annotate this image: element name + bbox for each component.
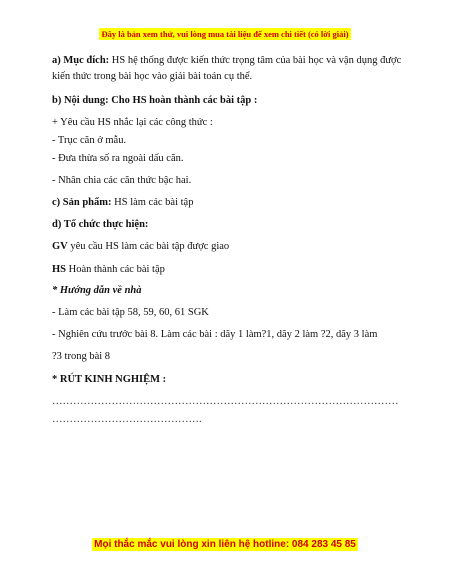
homework-item: - Làm các bài tập 58, 59, 60, 61 SGK <box>52 307 209 318</box>
content-item: - Đưa thừa số ra ngoài dấu căn. <box>52 153 184 164</box>
homework-item: - Nghiên cứu trước bài 8. Làm các bài : dãy 1 làm?1, dãy 2 làm ?2, dãy 3 làm <box>52 329 378 340</box>
purpose-line-1 <box>52 55 401 67</box>
content-item: - Nhân chia các căn thức bậc hai. <box>52 175 192 186</box>
dotted-line: ……………………………………. <box>52 414 202 425</box>
purpose-line-2: kiến thức trong bài học vào giải bài toán cụ thể. <box>52 71 253 82</box>
header-banner-text: Đây là bản xem thử, vui lòng mua tài liệu để xem chi tiết (có lời giải) <box>101 29 349 39</box>
dotted-line: ……………………………………………………………………………………… <box>52 396 399 407</box>
content-item: - Trục căn ở mẫu. <box>52 135 127 146</box>
product-text: HS làm các bài tập <box>111 197 194 208</box>
homework-item: ?3 trong bài 8 <box>52 351 111 362</box>
product-line <box>52 197 193 209</box>
purpose-text: HS hệ thống được kiến thức trọng tâm của bài học và vận dụng được <box>109 55 402 66</box>
content-item: + Yêu cầu HS nhắc lại các công thức : <box>52 117 213 128</box>
student-line <box>52 264 165 276</box>
student-text: Hoàn thành các bài tập <box>66 264 165 275</box>
content-heading: b) Nội dung: Cho HS hoàn thành các bài tập : <box>52 95 258 106</box>
footer-banner-text: Mọi thắc mắc vui lòng xin liên hệ hotline: 084 283 45 85 <box>94 539 356 550</box>
organization-heading: d) Tổ chức thực hiện: <box>52 219 149 230</box>
teacher-text: yêu cầu HS làm các bài tập được giao <box>67 241 230 252</box>
experience-heading: * RÚT KINH NGHIỆM : <box>52 374 167 385</box>
header-banner <box>0 24 450 42</box>
footer-banner <box>0 534 450 552</box>
student-label: HS <box>52 264 67 275</box>
teacher-label: GV <box>52 241 68 252</box>
product-label: c) Sản phẩm: <box>52 197 112 208</box>
teacher-line <box>52 241 229 253</box>
homework-heading: * Hướng dẫn về nhà <box>52 285 142 296</box>
purpose-label: a) Mục đích: <box>52 55 110 66</box>
